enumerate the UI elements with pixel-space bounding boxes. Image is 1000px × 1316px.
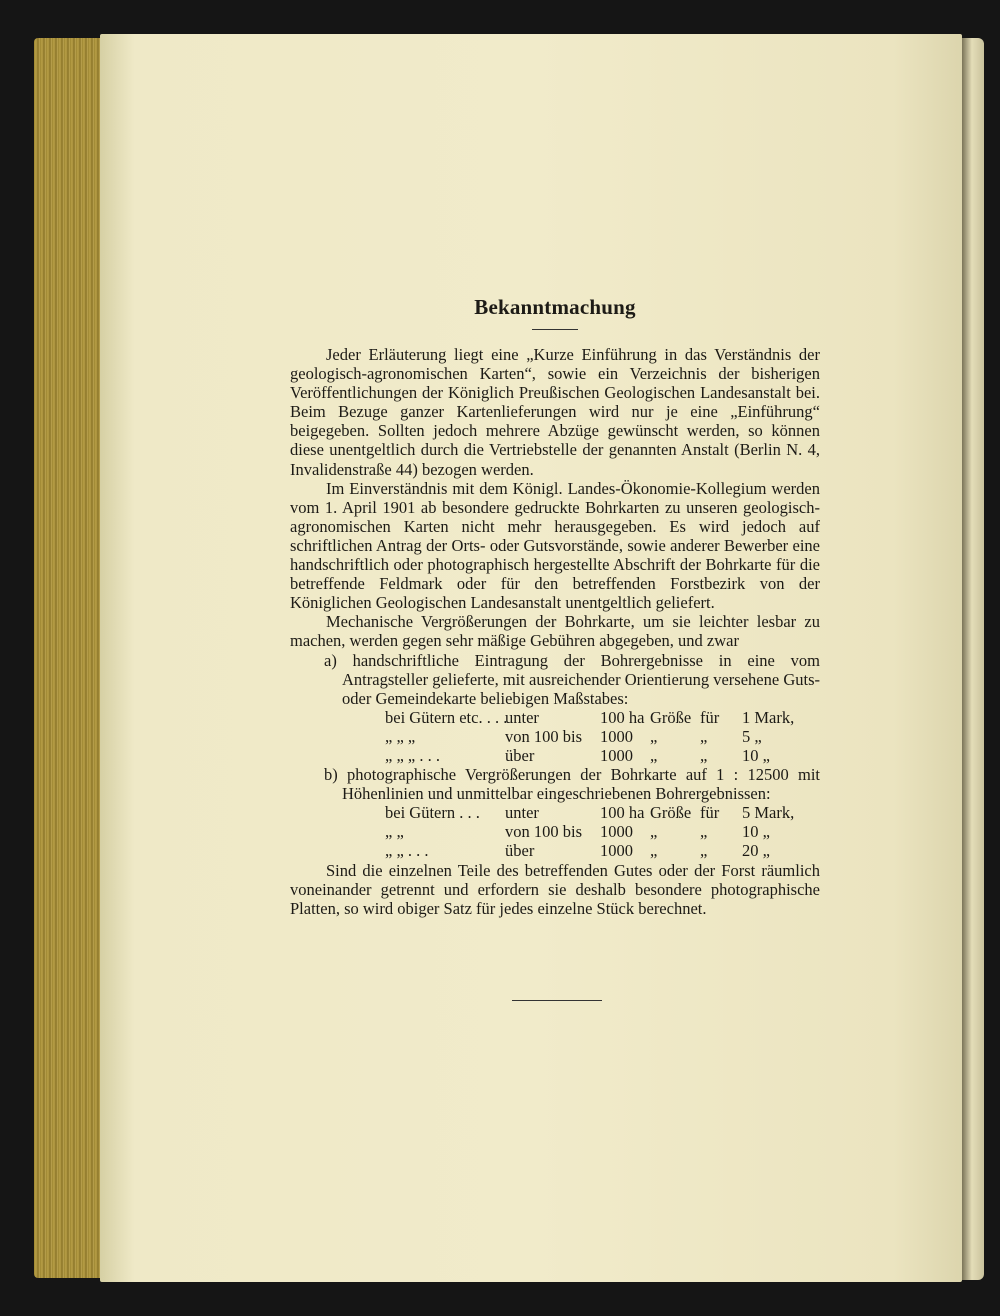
fee-cell: 1 Mark, bbox=[742, 707, 795, 727]
fee-cell: 1000 bbox=[600, 841, 633, 861]
next-page-edge bbox=[962, 38, 984, 1280]
paragraph-bohrkarten: Im Einverständnis mit dem Königl. Landes-Ökonomie-Kollegium werden vom 1. April 1901 ab besondere gedruckte Bohrkarten zu unseren geologisch-agronomischen Karten nicht mehr herausgegeben. Es wird jedoch auf schriftlichen Antrag der Orts- oder Gutsvorstände, sowie anderer Bewerber eine handschriftlich oder photographisch hergestellte Abschrift der Bohrkarte für die betreffende Feldmark oder für den betreffenden Forstbezirk von der Königlichen Geologischen Landesanstalt unentgeltlich geliefert. bbox=[290, 478, 820, 613]
fee-row bbox=[290, 803, 820, 822]
fee-table-a bbox=[290, 708, 820, 765]
fee-cell: bei Gütern . . . bbox=[385, 803, 480, 823]
fee-cell: „ bbox=[700, 745, 708, 765]
page-title: Bekanntmachung bbox=[474, 295, 636, 319]
fee-cell: 5 „ bbox=[742, 726, 762, 746]
fee-cell: „ „ . . . bbox=[385, 841, 429, 861]
fee-cell: 1000 bbox=[600, 822, 633, 842]
fee-cell: „ „ bbox=[385, 822, 404, 842]
fee-cell: für bbox=[700, 803, 720, 823]
fee-cell: „ bbox=[650, 822, 658, 842]
item-b-photographisch: b) photographische Vergrößerungen der Bohrkarte auf 1 : 12500 mit Höhenlinien und unmittelbar eingeschriebenen Bohrergebnissen: bbox=[324, 765, 820, 804]
fee-row bbox=[290, 841, 820, 860]
item-a-handschriftlich: a) handschriftliche Eintragung der Bohrergebnisse in eine vom Antragsteller gelieferte, mit ausreichender Orientierung versehene Guts- oder Gemeindekarte beliebigen Maßstabes: bbox=[324, 650, 820, 708]
fee-cell: 100 ha bbox=[600, 803, 645, 823]
fee-cell: über bbox=[505, 841, 535, 861]
fee-cell: Größe bbox=[650, 707, 692, 727]
fee-cell: 1000 bbox=[600, 726, 633, 746]
fee-cell: 5 Mark, bbox=[742, 803, 795, 823]
paragraph-introduction: Jeder Erläuterung liegt eine „Kurze Einführung in das Verständnis der geologisch-agronomischen Karten“, sowie ein Verzeichnis der bisherigen Veröffentlichungen der Königlich Preußischen Geologischen Landesanstalt bei. Beim Bezuge ganzer Kartenlieferungen wird nur je eine „Einführung“ beigegeben. Sollten jedoch mehrere Abzüge gewünscht werden, so können diese unentgeltlich durch die Vertriebstelle der genannten Anstalt (Berlin N. 4, Invalidenstraße 44) bezogen werden. bbox=[290, 345, 820, 479]
fee-cell: „ bbox=[650, 726, 658, 746]
fee-cell: bei Gütern etc. . . . bbox=[385, 707, 508, 727]
title-rule bbox=[532, 329, 578, 330]
fee-cell: „ bbox=[650, 745, 658, 765]
fee-cell: unter bbox=[505, 707, 539, 727]
fee-cell: „ bbox=[700, 726, 708, 746]
fee-row bbox=[290, 822, 820, 841]
fee-cell: über bbox=[505, 745, 535, 765]
notice-text-block bbox=[290, 295, 820, 918]
fee-table-b bbox=[290, 803, 820, 860]
fee-cell: „ bbox=[700, 822, 708, 842]
paragraph-vergroesserungen: Mechanische Vergrößerungen der Bohrkarte, um sie leichter lesbar zu machen, werden gegen sehr mäßige Gebühren abgegeben, und zwar bbox=[290, 612, 820, 651]
fee-cell: „ bbox=[650, 841, 658, 861]
paragraph-getrennte-teile: Sind die einzelnen Teile des betreffenden Gutes oder der Forst räumlich voneinander getrennt und erfordern sie deshalb besondere photographische Platten, so wird obiger Satz für jedes einzelne Stück berechnet. bbox=[290, 860, 820, 918]
fee-cell: von 100 bis bbox=[505, 726, 583, 746]
fee-row bbox=[290, 708, 820, 727]
fee-row bbox=[290, 727, 820, 746]
fee-cell: „ „ „ . . . bbox=[385, 745, 440, 765]
fee-cell: Größe bbox=[650, 803, 692, 823]
fee-cell: „ „ „ bbox=[385, 726, 416, 746]
fee-cell: 100 ha bbox=[600, 707, 645, 727]
fee-cell: von 100 bis bbox=[505, 822, 583, 842]
book-page-edges bbox=[34, 38, 102, 1278]
closing-rule bbox=[512, 1000, 602, 1001]
fee-row bbox=[290, 746, 820, 765]
fee-cell: 10 „ bbox=[742, 822, 770, 842]
fee-cell: 20 „ bbox=[742, 841, 770, 861]
fee-cell: 10 „ bbox=[742, 745, 770, 765]
fee-cell: unter bbox=[505, 803, 539, 823]
fee-cell: für bbox=[700, 707, 720, 727]
fee-cell: 1000 bbox=[600, 745, 633, 765]
fee-cell: „ bbox=[700, 841, 708, 861]
